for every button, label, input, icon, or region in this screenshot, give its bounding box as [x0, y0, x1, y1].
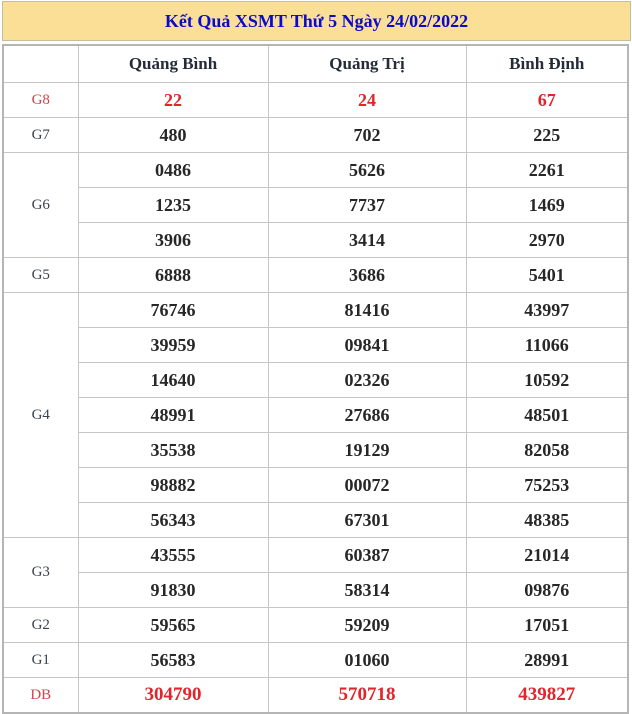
- prize-value: 21014: [466, 538, 628, 573]
- results-table: [2, 44, 629, 714]
- column-header-quang-binh: Quảng Bình: [78, 45, 268, 83]
- table-row: [3, 258, 628, 293]
- prize-value: 35538: [78, 433, 268, 468]
- prize-value: 81416: [268, 293, 466, 328]
- prize-value: 2261: [466, 153, 628, 188]
- prize-value: 7737: [268, 188, 466, 223]
- prize-value: 48991: [78, 398, 268, 433]
- prize-value: 439827: [466, 678, 628, 714]
- prize-value: 48501: [466, 398, 628, 433]
- page: [1, 0, 631, 714]
- prize-value: 3686: [268, 258, 466, 293]
- table-row: [3, 573, 628, 608]
- table-row: [3, 538, 628, 573]
- prize-value: 02326: [268, 363, 466, 398]
- prize-value: 48385: [466, 503, 628, 538]
- table-row: [3, 153, 628, 188]
- table-row: [3, 678, 628, 714]
- prize-value: 01060: [268, 643, 466, 678]
- column-header-quang-tri: Quảng Trị: [268, 45, 466, 83]
- table-row: [3, 188, 628, 223]
- prize-value: 91830: [78, 573, 268, 608]
- prize-value: 17051: [466, 608, 628, 643]
- prize-label-g7: G7: [3, 118, 78, 153]
- page-title: Kết Quả XSMT Thứ 5 Ngày 24/02/2022: [164, 10, 469, 31]
- prize-value: 0486: [78, 153, 268, 188]
- table-row: [3, 643, 628, 678]
- prize-value: 59209: [268, 608, 466, 643]
- table-row: [3, 293, 628, 328]
- prize-value: 5626: [268, 153, 466, 188]
- prize-value: 82058: [466, 433, 628, 468]
- prize-value: 480: [78, 118, 268, 153]
- header-row: [3, 45, 628, 83]
- prize-value: 09841: [268, 328, 466, 363]
- prize-value: 24: [268, 83, 466, 118]
- corner-cell: [3, 45, 78, 83]
- prize-label-db: DB: [3, 678, 78, 714]
- prize-value: 6888: [78, 258, 268, 293]
- table-row: [3, 328, 628, 363]
- prize-label-g3: G3: [3, 538, 78, 608]
- prize-value: 98882: [78, 468, 268, 503]
- table-row: [3, 608, 628, 643]
- prize-value: 3414: [268, 223, 466, 258]
- prize-value: 67301: [268, 503, 466, 538]
- table-row: [3, 83, 628, 118]
- table-row: [3, 398, 628, 433]
- prize-value: 2970: [466, 223, 628, 258]
- prize-label-g5: G5: [3, 258, 78, 293]
- prize-label-g6: G6: [3, 153, 78, 258]
- prize-value: 67: [466, 83, 628, 118]
- table-row: [3, 223, 628, 258]
- prize-value: 1469: [466, 188, 628, 223]
- results-table-body: [3, 83, 628, 714]
- prize-value: 5401: [466, 258, 628, 293]
- prize-value: 39959: [78, 328, 268, 363]
- prize-value: 3906: [78, 223, 268, 258]
- table-row: [3, 363, 628, 398]
- prize-value: 702: [268, 118, 466, 153]
- prize-value: 14640: [78, 363, 268, 398]
- prize-value: 570718: [268, 678, 466, 714]
- prize-value: 28991: [466, 643, 628, 678]
- prize-value: 22: [78, 83, 268, 118]
- prize-label-g1: G1: [3, 643, 78, 678]
- prize-label-g4: G4: [3, 293, 78, 538]
- prize-value: 76746: [78, 293, 268, 328]
- prize-label-g8: G8: [3, 83, 78, 118]
- table-row: [3, 468, 628, 503]
- table-row: [3, 118, 628, 153]
- prize-value: 09876: [466, 573, 628, 608]
- prize-value: 59565: [78, 608, 268, 643]
- table-row: [3, 433, 628, 468]
- prize-value: 43997: [466, 293, 628, 328]
- prize-label-g2: G2: [3, 608, 78, 643]
- prize-value: 58314: [268, 573, 466, 608]
- prize-value: 27686: [268, 398, 466, 433]
- title-bar: [2, 1, 631, 41]
- prize-value: 11066: [466, 328, 628, 363]
- prize-value: 225: [466, 118, 628, 153]
- prize-value: 60387: [268, 538, 466, 573]
- prize-value: 56343: [78, 503, 268, 538]
- table-row: [3, 503, 628, 538]
- prize-value: 19129: [268, 433, 466, 468]
- prize-value: 00072: [268, 468, 466, 503]
- prize-value: 10592: [466, 363, 628, 398]
- prize-value: 43555: [78, 538, 268, 573]
- prize-value: 1235: [78, 188, 268, 223]
- prize-value: 56583: [78, 643, 268, 678]
- prize-value: 304790: [78, 678, 268, 714]
- column-header-binh-dinh: Bình Định: [466, 45, 628, 83]
- prize-value: 75253: [466, 468, 628, 503]
